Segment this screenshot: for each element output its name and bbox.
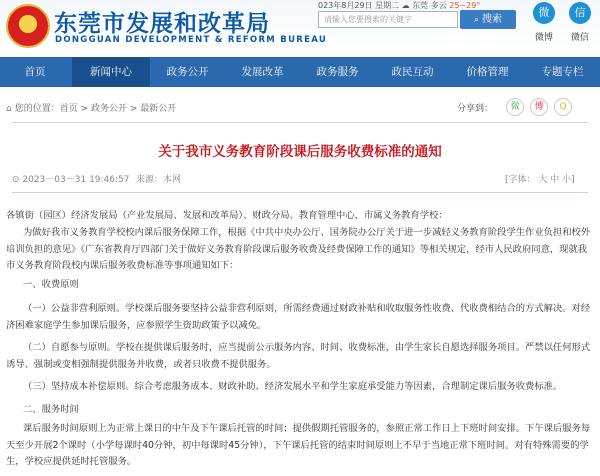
search-input[interactable]: 请输入您要搜索的关键字	[318, 11, 458, 28]
nav-government-affairs[interactable]: 政务公开	[166, 66, 209, 78]
weibo-label[interactable]: 微博	[534, 33, 553, 43]
site-header	[0, 0, 600, 55]
article-paragraph: （一）公益非营利原则。学校课后服务要坚持公益非营利原则，所需经费通过财政补贴和收取服务性收费、代收费相结合的方式解决。对经济困难家庭学生参加课后服务，应参照学生资助政策予以减免。	[6, 303, 591, 331]
nav-news-center[interactable]: 新闻中心	[72, 57, 150, 87]
breadcrumb	[6, 101, 176, 114]
divider	[12, 192, 588, 193]
nav-interaction[interactable]: 政民互动	[391, 66, 434, 78]
wechat-share-icon[interactable]: 微	[506, 98, 524, 116]
article-paragraph: 为做好我市义务教育学校校内课后服务保障工作，根据《中共中央办公厅、国务院办公厅关于进一步减轻义务教育阶段学生作业负担和校外培训负担的意见》《广东省教育厅四部门关于做好义务教育阶段课后服务收费及经费保障工作的通知》等相关规定，经市人民政府同意，现就我市义务教育阶段校内课后服务收费标准等事项通知如下：	[6, 227, 591, 272]
nav-special-topics[interactable]: 专题专栏	[541, 66, 584, 78]
publish-time: ⊙ 2023－03－31 19:46:57	[12, 175, 130, 185]
wechat-label[interactable]: 微信	[570, 33, 589, 43]
share-label: 分享到：	[457, 104, 494, 114]
weibo-share-icon[interactable]: 博	[530, 98, 548, 116]
home-icon: ⌂	[6, 104, 12, 114]
article-paragraph: （三）坚持成本补偿原则。综合考虑服务成本、财政补助、经济发展水平和学生家庭承受能力等因素，合理制定课后服务收费标准。	[23, 381, 563, 392]
article-source: 来源：本网	[136, 175, 182, 185]
divider	[12, 122, 588, 123]
nav-home[interactable]: 首页	[24, 66, 46, 78]
search-icon: ⌕	[473, 15, 480, 25]
search-button-label: 搜索	[482, 14, 503, 25]
nav-development-reform[interactable]: 发展改革	[241, 66, 284, 78]
breadcrumb-text[interactable]: 您的位置：首页 > 政务公开 > 最新公开	[14, 104, 177, 114]
article-heading: 一、收费原则	[23, 279, 79, 290]
national-emblem-icon: ★	[6, 4, 50, 48]
site-title[interactable]: 东莞市发展和改革局	[54, 10, 270, 37]
wechat-icon[interactable]: 信	[569, 2, 591, 24]
weibo-icon[interactable]: 微	[533, 2, 555, 24]
main-nav	[0, 57, 600, 87]
article-paragraph: 各镇街（园区）经济发展局（产业发展局、发展和改革局）、财政分局、教育管理中心，市属义务教育学校：	[6, 210, 448, 221]
site-subtitle: DONGGUAN DEVELOPMENT & REFORM BUREAU	[55, 35, 328, 45]
font-size-controls[interactable]: [字体： 大 中 小]	[505, 175, 575, 185]
date-text: 023年8月29日 星期二 ☁ 东莞 多云	[318, 1, 447, 10]
nav-price-management[interactable]: 价格管理	[466, 66, 509, 78]
temperature: 25~29°	[449, 1, 481, 10]
article-paragraph: （二）自愿参与原则。学校在提供课后服务时，应当提前公示服务内容、时间、收费标准，由学生家长自愿选择服务项目。严禁以任何形式诱导、强制或变相强制提供服务并收费，或者只收费不提供服务。	[6, 342, 591, 370]
qzone-share-icon[interactable]: Q	[554, 98, 572, 116]
article-title: 关于我市义务教育阶段课后服务收费标准的通知	[158, 144, 442, 160]
article-paragraph: 课后服务时间原则上为正常上课日的中午及下午课后托管的时间；提供假期托管服务的，参照正常工作日上下班时间安排。下午课后服务每天至少开展2个课时（小学每课时40分钟，初中每课时45分钟），下午课后托管的结束时间原则上不早于当地正常下班时间。对有特殊需要的学生，学校应提供延时托管服务。	[6, 423, 591, 468]
nav-government-services[interactable]: 政务服务	[316, 66, 359, 78]
article-heading: 二、服务时间	[23, 404, 79, 415]
search-button[interactable]	[460, 10, 516, 29]
date-weather	[318, 0, 480, 11]
